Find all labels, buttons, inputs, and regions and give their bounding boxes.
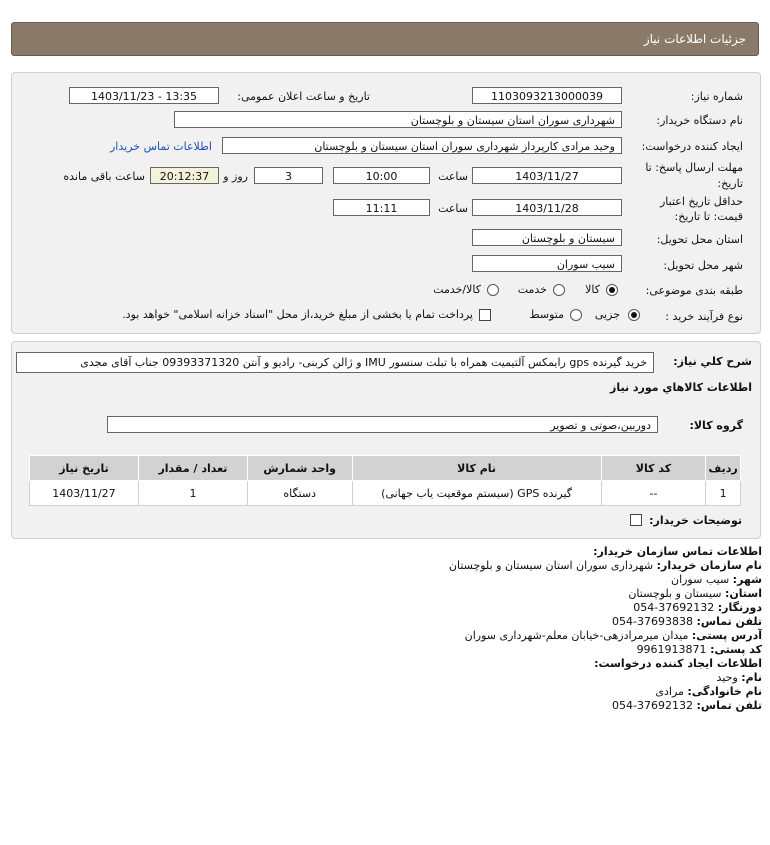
validity-label-line1: حداقل تاریخ اعتبار: [659, 195, 743, 208]
contact-province-label: استان:: [725, 587, 762, 600]
requester-field[interactable]: وحید مرادی کارپرداز شهرداری سوران استان سیستان و بلوچستان: [222, 137, 622, 154]
contact-phone-value: 37693838-054: [612, 615, 694, 628]
need-number-label: شماره نیاز:: [690, 90, 743, 103]
validity-time-label: ساعت: [438, 202, 468, 215]
deadline-date-field[interactable]: 1403/11/27: [472, 167, 622, 184]
contact-city: [671, 573, 762, 586]
deadline-time-field[interactable]: 10:00: [333, 167, 430, 184]
cell-unit: دستگاه: [247, 481, 352, 506]
days-label: روز و: [223, 170, 248, 183]
creator-phone: [612, 699, 762, 712]
validity-date-field[interactable]: 1403/11/28: [472, 199, 622, 216]
purchase-minor-label: جزیی: [594, 308, 620, 321]
buyer-notes-label: توضیحات خریدار:: [649, 514, 742, 527]
col-unit-header: واحد شمارش: [247, 456, 352, 481]
purchase-medium-radio[interactable]: [570, 309, 582, 321]
goods-group-label: گروه کالا:: [689, 419, 743, 432]
creator-title: اطلاعات ایجاد کننده درخواست:: [594, 657, 762, 670]
category-goods-radio[interactable]: [606, 284, 618, 296]
col-qty-header: تعداد / مقدار: [138, 456, 247, 481]
contact-fax-label: دورنگار:: [717, 601, 762, 614]
category-service-label: خدمت: [517, 283, 547, 296]
contact-fax-value: 37692132-054: [633, 601, 715, 614]
province-label: استان محل تحویل:: [656, 233, 743, 246]
validity-label: [660, 194, 743, 224]
page-header: [11, 22, 759, 56]
buyer-notes-checkbox[interactable]: [630, 514, 642, 526]
goods-table-header: [30, 456, 741, 481]
col-code-header: کد کالا: [601, 456, 706, 481]
category-label: طبقه بندی موضوعی:: [645, 284, 743, 297]
cell-qty: 1: [138, 481, 247, 506]
page-title: جزئیات اطلاعات نیاز: [643, 32, 746, 46]
description-label: شرح کلي نياز:: [673, 355, 752, 368]
creator-first-name-label: نام:: [741, 671, 762, 684]
goods-section-title: اطلاعات کالاهاي مورد نياز: [610, 381, 752, 394]
requester-label: ایجاد کننده درخواست:: [641, 140, 743, 153]
purchase-minor-radio[interactable]: [628, 309, 640, 321]
col-date-header: تاریخ نیاز: [30, 456, 139, 481]
table-row[interactable]: [30, 481, 741, 506]
contact-postal: [637, 643, 762, 656]
contact-phone: [612, 615, 762, 628]
city-label: شهر محل تحویل:: [663, 259, 743, 272]
purchase-type-label: نوع فرآیند خرید :: [665, 310, 743, 323]
creator-first-name: [717, 671, 762, 684]
contact-phone-label: تلفن تماس:: [696, 615, 762, 628]
purchase-medium-label: متوسط: [529, 308, 564, 321]
category-service-radio[interactable]: [553, 284, 565, 296]
col-row-header: ردیف: [706, 456, 741, 481]
cell-code: --: [601, 481, 706, 506]
goods-group-field[interactable]: دوربین،صوتی و تصویر: [107, 416, 658, 433]
goods-table: [29, 455, 741, 506]
contact-org-label: نام سازمان خریدار:: [656, 559, 762, 572]
creator-last-name-value: مرادی: [655, 685, 684, 698]
deadline-label: [645, 160, 743, 192]
treasury-checkbox[interactable]: [479, 309, 491, 321]
cell-name: گیرنده GPS (سیستم موقعیت یاب جهانی): [352, 481, 601, 506]
announce-label: تاریخ و ساعت اعلان عمومی:: [237, 90, 370, 103]
creator-first-name-value: وحید: [716, 671, 738, 684]
deadline-time-label: ساعت: [438, 170, 468, 183]
cell-row: 1: [706, 481, 741, 506]
contact-province-value: سیستان و بلوچستان: [628, 587, 722, 600]
need-number-field[interactable]: 1103093213000039: [472, 87, 622, 104]
contact-fax: [633, 601, 762, 614]
contact-title: اطلاعات تماس سازمان خریدار:: [593, 545, 762, 558]
contact-address-value: میدان میرمرادزهی-خیابان معلم-شهرداری سوران: [464, 629, 689, 642]
contact-city-value: سیب سوران: [670, 573, 730, 586]
description-field[interactable]: خرید گیرنده gps رایمکس آلتیمیت همراه با تبلت سنسور IMU و ژالن کربنی- رادیو و آنتن 09393371320 جناب آقای مجدی: [16, 352, 654, 373]
buyer-org-field[interactable]: شهرداری سوران استان سیستان و بلوچستان: [174, 111, 622, 128]
contact-org-value: شهرداری سوران استان سیستان و بلوچستان: [448, 559, 654, 572]
announce-field[interactable]: 1403/11/23 - 13:35: [69, 87, 219, 104]
cell-date: 1403/11/27: [30, 481, 139, 506]
contact-postal-label: کد پستی:: [710, 643, 762, 656]
deadline-label-line2: تاریخ:: [717, 177, 743, 190]
category-goods-service-radio[interactable]: [487, 284, 499, 296]
city-field[interactable]: سیب سوران: [472, 255, 622, 272]
category-goods-label: کالا: [585, 283, 600, 296]
remaining-label: ساعت باقی مانده: [63, 170, 145, 183]
contact-city-label: شهر:: [732, 573, 762, 586]
category-goods-service-label: کالا/خدمت: [433, 283, 481, 296]
remaining-time-field: 20:12:37: [150, 167, 219, 184]
creator-last-name: [655, 685, 762, 698]
days-field[interactable]: 3: [254, 167, 323, 184]
contact-postal-value: 9961913871: [636, 643, 707, 656]
deadline-label-line1: مهلت ارسال پاسخ: تا: [645, 161, 743, 174]
creator-phone-value: 37692132-054: [612, 699, 694, 712]
creator-phone-label: تلفن تماس:: [696, 699, 762, 712]
contact-province: [628, 587, 762, 600]
treasury-note: پرداخت تمام یا بخشی از مبلغ خرید،از محل "اسناد خزانه اسلامی" خواهد بود.: [122, 308, 473, 321]
province-field[interactable]: سیستان و بلوچستان: [472, 229, 622, 246]
contact-address-label: آدرس پستی:: [691, 629, 762, 642]
buyer-contact-link[interactable]: اطلاعات تماس خریدار: [110, 140, 212, 153]
contact-address: [465, 629, 762, 642]
creator-last-name-label: نام خانوادگی:: [687, 685, 762, 698]
validity-time-field[interactable]: 11:11: [333, 199, 430, 216]
contact-org: [449, 559, 762, 572]
buyer-org-label: نام دستگاه خریدار:: [656, 114, 743, 127]
validity-label-line2: قیمت: تا تاریخ:: [674, 210, 743, 223]
col-name-header: نام کالا: [352, 456, 601, 481]
